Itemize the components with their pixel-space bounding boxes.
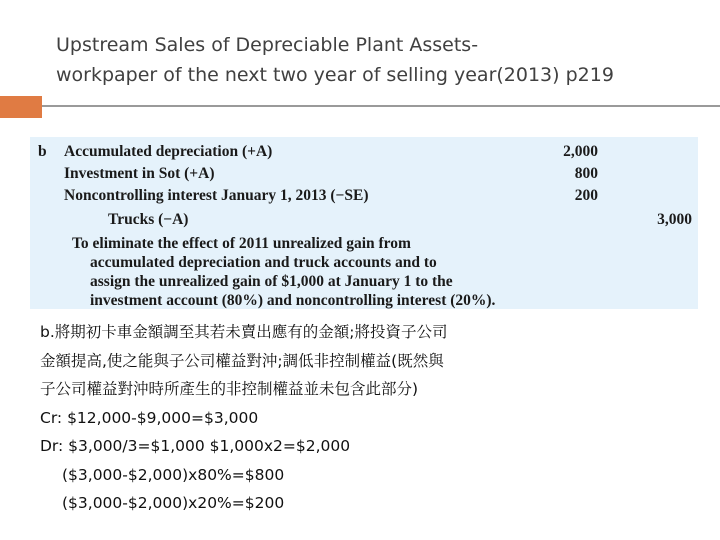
entry-label: b (38, 143, 47, 160)
note-line-1: b.將期初卡車金額調至其若未賣出應有的金額;將投資子公司 (40, 323, 448, 341)
note-line-7: ($3,000-$2,000)x20%=$200 (62, 494, 285, 512)
slide-title (56, 30, 696, 90)
slide-title-line-1: Upstream Sales of Depreciable Plant Assets- (56, 34, 479, 56)
entry-account-4: Trucks (−A) (108, 211, 189, 228)
note-line-4: Cr: $12,000-$9,000=$3,000 (40, 408, 259, 427)
title-accent-bar (0, 96, 42, 118)
title-divider-line (42, 105, 720, 107)
entry-explanation-3: assign the unrealized gain of $1,000 at January 1 to the (90, 273, 453, 290)
entry-explanation-1: To eliminate the effect of 2011 unrealized gain from (72, 235, 411, 252)
entry-debit-1: 2,000 (563, 143, 598, 160)
note-line-6: ($3,000-$2,000)x80%=$800 (62, 465, 285, 484)
explanation-notes (40, 318, 600, 518)
entry-credit-4: 3,000 (657, 211, 692, 228)
entry-account-3: Noncontrolling interest January 1, 2013 (−SE) (64, 187, 369, 204)
note-line-2: 金額提高,使之能與子公司權益對沖;調低非控制權益(既然與 (40, 351, 444, 370)
journal-entry-box (30, 137, 698, 309)
note-line-3: 子公司權益對沖時所產生的非控制權益並未包含此部分) (40, 380, 419, 398)
entry-explanation-4: investment account (80%) and noncontrolling interest (20%). (90, 292, 496, 309)
entry-account-2: Investment in Sot (+A) (64, 165, 215, 182)
entry-explanation-2: accumulated depreciation and truck accounts and to (90, 254, 437, 271)
entry-debit-2: 800 (574, 165, 598, 182)
slide-title-line-2: workpaper of the next two year of selling year(2013) p219 (56, 64, 614, 86)
entry-account-1: Accumulated depreciation (+A) (64, 143, 273, 160)
note-line-5: Dr: $3,000/3=$1,000 $1,000x2=$2,000 (40, 437, 351, 455)
entry-debit-3: 200 (574, 187, 598, 204)
